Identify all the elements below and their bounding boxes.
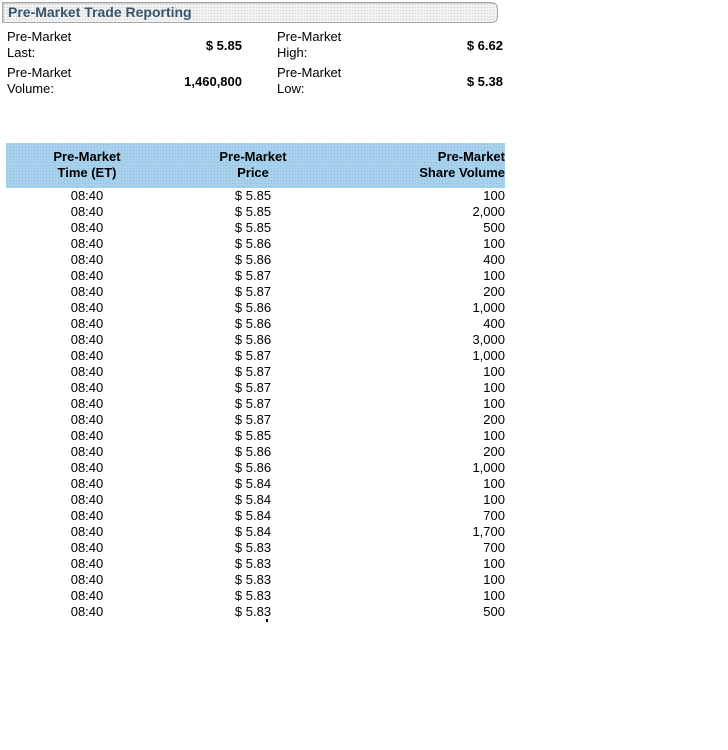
stat-low-value: $ 5.38 bbox=[466, 74, 503, 89]
cell-volume: 2,000 bbox=[472, 204, 505, 219]
stat-high-label-line2: High: bbox=[277, 45, 308, 60]
cell-price: $ 5.85 bbox=[234, 204, 272, 219]
header-volume bbox=[385, 149, 505, 181]
stat-volume-label-line1: Pre-Market bbox=[7, 65, 72, 80]
table-row bbox=[6, 572, 505, 588]
cell-price: $ 5.86 bbox=[234, 316, 272, 331]
cell-price: $ 5.84 bbox=[234, 508, 272, 523]
table-row bbox=[6, 252, 505, 268]
cell-time: 08:40 bbox=[70, 316, 104, 331]
table-row bbox=[6, 396, 505, 412]
table-row bbox=[6, 444, 505, 460]
cell-price: $ 5.83 bbox=[234, 588, 272, 603]
header-volume-line2: Share Volume bbox=[419, 165, 505, 180]
table-cutoff-mark bbox=[266, 619, 268, 622]
cell-volume: 100 bbox=[483, 476, 505, 491]
cell-volume: 100 bbox=[483, 364, 505, 379]
cell-time: 08:40 bbox=[70, 412, 104, 427]
page-title: Pre-Market Trade Reporting bbox=[8, 4, 192, 20]
table-row bbox=[6, 236, 505, 252]
cell-time: 08:40 bbox=[70, 188, 104, 203]
table-row bbox=[6, 492, 505, 508]
header-price-line1: Pre-Market bbox=[219, 149, 287, 164]
stat-low-label bbox=[277, 65, 367, 97]
table-row bbox=[6, 268, 505, 284]
cell-time: 08:40 bbox=[70, 492, 104, 507]
table-row bbox=[6, 188, 505, 204]
cell-price: $ 5.84 bbox=[234, 476, 272, 491]
cell-volume: 100 bbox=[483, 556, 505, 571]
cell-volume: 1,000 bbox=[472, 348, 505, 363]
header-time-line2: Time (ET) bbox=[57, 165, 117, 180]
stat-last-label-line2: Last: bbox=[7, 45, 36, 60]
cell-time: 08:40 bbox=[70, 444, 104, 459]
table-row bbox=[6, 428, 505, 444]
table-row bbox=[6, 524, 505, 540]
table-row bbox=[6, 300, 505, 316]
cell-price: $ 5.85 bbox=[234, 220, 272, 235]
cell-time: 08:40 bbox=[70, 284, 104, 299]
header-volume-line1: Pre-Market bbox=[437, 149, 505, 164]
cell-price: $ 5.83 bbox=[234, 556, 272, 571]
stat-high-label-line1: Pre-Market bbox=[277, 29, 342, 44]
cell-volume: 400 bbox=[483, 316, 505, 331]
cell-price: $ 5.86 bbox=[234, 236, 272, 251]
cell-time: 08:40 bbox=[70, 300, 104, 315]
cell-volume: 100 bbox=[483, 588, 505, 603]
cell-time: 08:40 bbox=[70, 332, 104, 347]
cell-time: 08:40 bbox=[70, 460, 104, 475]
table-row bbox=[6, 412, 505, 428]
cell-price: $ 5.86 bbox=[234, 460, 272, 475]
cell-price: $ 5.87 bbox=[234, 268, 272, 283]
cell-time: 08:40 bbox=[70, 540, 104, 555]
cell-price: $ 5.87 bbox=[234, 348, 272, 363]
cell-time: 08:40 bbox=[70, 556, 104, 571]
table-row bbox=[6, 204, 505, 220]
cell-time: 08:40 bbox=[70, 220, 104, 235]
cell-volume: 200 bbox=[483, 284, 505, 299]
stat-high-value: $ 6.62 bbox=[466, 38, 503, 53]
cell-volume: 3,000 bbox=[472, 332, 505, 347]
cell-price: $ 5.85 bbox=[234, 428, 272, 443]
table-row bbox=[6, 220, 505, 236]
cell-price: $ 5.86 bbox=[234, 252, 272, 267]
cell-volume: 100 bbox=[483, 428, 505, 443]
table-row bbox=[6, 316, 505, 332]
table-row bbox=[6, 604, 505, 620]
cell-price: $ 5.86 bbox=[234, 300, 272, 315]
cell-time: 08:40 bbox=[70, 588, 104, 603]
cell-price: $ 5.83 bbox=[234, 540, 272, 555]
cell-volume: 200 bbox=[483, 412, 505, 427]
table-row bbox=[6, 348, 505, 364]
stat-low-label-line1: Pre-Market bbox=[277, 65, 342, 80]
cell-time: 08:40 bbox=[70, 348, 104, 363]
cell-time: 08:40 bbox=[70, 476, 104, 491]
table-row bbox=[6, 508, 505, 524]
cell-price: $ 5.84 bbox=[234, 524, 272, 539]
trades-table-header bbox=[6, 143, 505, 188]
table-row bbox=[6, 540, 505, 556]
stat-high-label bbox=[277, 29, 367, 61]
cell-price: $ 5.86 bbox=[234, 444, 272, 459]
table-row bbox=[6, 588, 505, 604]
cell-price: $ 5.87 bbox=[234, 412, 272, 427]
stat-last-label-line1: Pre-Market bbox=[7, 29, 72, 44]
cell-volume: 1,000 bbox=[472, 460, 505, 475]
header-price bbox=[208, 149, 298, 181]
table-row bbox=[6, 364, 505, 380]
header-time-line1: Pre-Market bbox=[53, 149, 121, 164]
cell-price: $ 5.87 bbox=[234, 284, 272, 299]
table-row bbox=[6, 476, 505, 492]
cell-volume: 500 bbox=[483, 604, 505, 619]
cell-volume: 100 bbox=[483, 380, 505, 395]
cell-price: $ 5.83 bbox=[234, 572, 272, 587]
cell-price: $ 5.83 bbox=[234, 604, 272, 619]
cell-price: $ 5.87 bbox=[234, 380, 272, 395]
cell-volume: 700 bbox=[483, 508, 505, 523]
cell-volume: 200 bbox=[483, 444, 505, 459]
cell-volume: 100 bbox=[483, 188, 505, 203]
cell-volume: 1,000 bbox=[472, 300, 505, 315]
cell-time: 08:40 bbox=[70, 428, 104, 443]
cell-volume: 100 bbox=[483, 396, 505, 411]
cell-time: 08:40 bbox=[70, 236, 104, 251]
cell-time: 08:40 bbox=[70, 524, 104, 539]
header-time bbox=[42, 149, 132, 181]
table-row bbox=[6, 332, 505, 348]
cell-price: $ 5.84 bbox=[234, 492, 272, 507]
header-price-line2: Price bbox=[237, 165, 269, 180]
cell-volume: 500 bbox=[483, 220, 505, 235]
cell-time: 08:40 bbox=[70, 380, 104, 395]
cell-volume: 1,700 bbox=[472, 524, 505, 539]
cell-volume: 100 bbox=[483, 572, 505, 587]
cell-price: $ 5.85 bbox=[234, 188, 272, 203]
cell-time: 08:40 bbox=[70, 204, 104, 219]
stat-low-label-line2: Low: bbox=[277, 81, 305, 96]
cell-time: 08:40 bbox=[70, 572, 104, 587]
cell-time: 08:40 bbox=[70, 604, 104, 619]
table-row bbox=[6, 380, 505, 396]
stat-volume-value: 1,460,800 bbox=[184, 74, 242, 89]
cell-volume: 400 bbox=[483, 252, 505, 267]
stat-last-value: $ 5.85 bbox=[205, 38, 242, 53]
trades-table-body bbox=[6, 188, 505, 620]
cell-price: $ 5.86 bbox=[234, 332, 272, 347]
cell-time: 08:40 bbox=[70, 364, 104, 379]
cell-volume: 100 bbox=[483, 236, 505, 251]
cell-time: 08:40 bbox=[70, 508, 104, 523]
cell-time: 08:40 bbox=[70, 268, 104, 283]
stat-volume-label bbox=[7, 65, 97, 97]
cell-time: 08:40 bbox=[70, 252, 104, 267]
stat-volume-label-line2: Volume: bbox=[7, 81, 54, 96]
cell-volume: 100 bbox=[483, 492, 505, 507]
cell-volume: 100 bbox=[483, 268, 505, 283]
title-bar bbox=[2, 2, 498, 23]
table-row bbox=[6, 556, 505, 572]
stat-last-label bbox=[7, 29, 97, 61]
cell-price: $ 5.87 bbox=[234, 396, 272, 411]
cell-price: $ 5.87 bbox=[234, 364, 272, 379]
table-row bbox=[6, 460, 505, 476]
cell-volume: 700 bbox=[483, 540, 505, 555]
cell-time: 08:40 bbox=[70, 396, 104, 411]
table-row bbox=[6, 284, 505, 300]
